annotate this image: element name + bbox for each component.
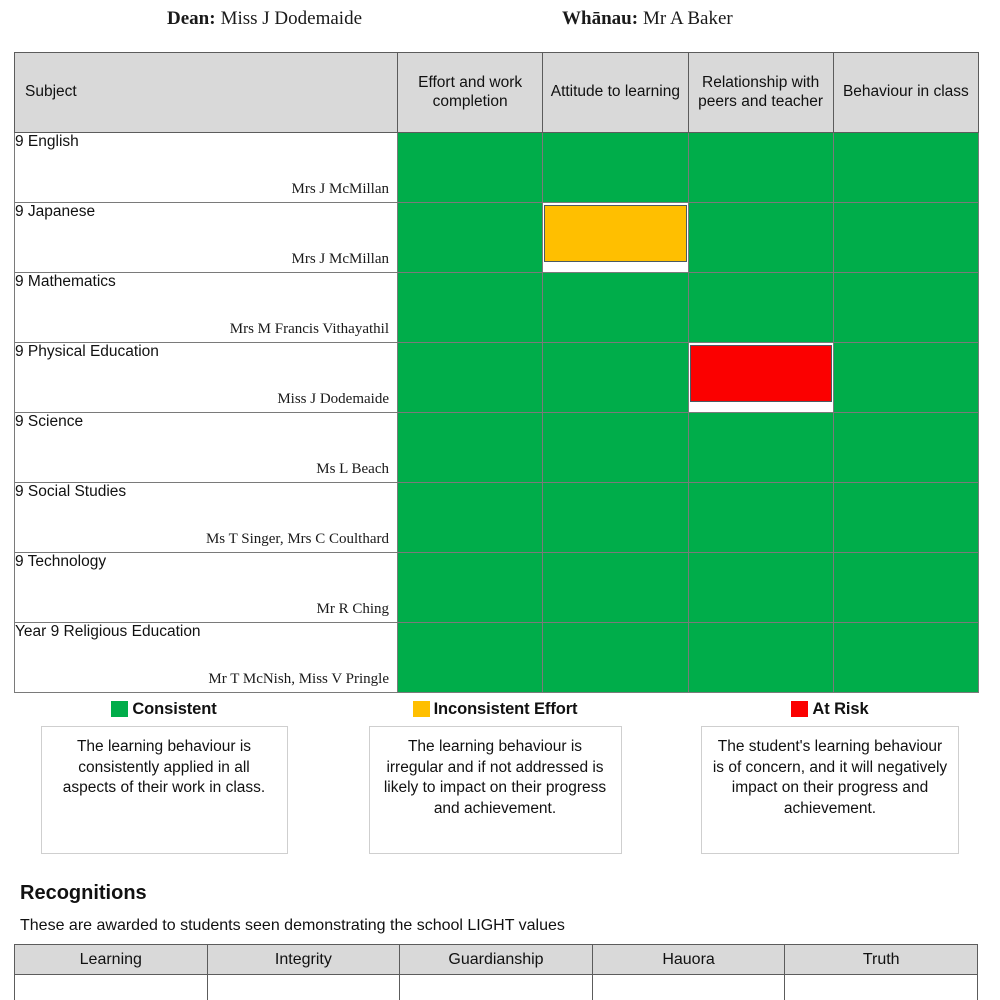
- rating-swatch-consistent: [834, 483, 978, 552]
- subject-name: 9 Social Studies: [15, 483, 127, 500]
- table-row: [15, 553, 979, 623]
- rating-swatch-consistent: [398, 623, 542, 692]
- legend-label-at-risk: At Risk: [812, 699, 869, 718]
- consistent-swatch-icon: [111, 701, 128, 717]
- subject-cell: [15, 343, 398, 413]
- rating-swatch-inconsistent: [544, 205, 686, 262]
- rating-swatch-consistent: [398, 483, 542, 552]
- rating-swatch-consistent: [398, 133, 542, 202]
- table-row: [15, 133, 979, 203]
- subject-name: 9 Science: [15, 413, 84, 430]
- recognitions-subtitle: These are awarded to students seen demonstrating the school LIGHT values: [20, 917, 565, 934]
- recognition-column-header: Integrity: [207, 945, 400, 975]
- subject-name: 9 Technology: [15, 553, 107, 570]
- rating-cell-effort: [398, 623, 543, 693]
- table-row: [15, 343, 979, 413]
- dean-value: Miss J Dodemaide: [220, 8, 362, 29]
- recognition-value-cell: [207, 975, 400, 1000]
- rating-swatch-consistent: [689, 553, 833, 622]
- subject-cell: [15, 203, 398, 273]
- report-meta-row: [0, 8, 1000, 36]
- rating-swatch-consistent: [543, 343, 687, 412]
- rating-swatch-consistent: [543, 553, 687, 622]
- rating-cell-attitude: [543, 343, 688, 413]
- legend: [0, 698, 1000, 873]
- legend-description-at-risk: The student's learning behaviour is of concern, and it will negatively impact on their progress and achievement.: [701, 726, 959, 854]
- column-header-relationship: Relationship with peers and teacher: [688, 53, 833, 133]
- behaviour-table: [14, 52, 979, 693]
- column-header-effort: Effort and work completion: [398, 53, 543, 133]
- column-header-behaviour: Behaviour in class: [833, 53, 978, 133]
- rating-swatch-consistent: [398, 203, 542, 272]
- rating-swatch-consistent: [834, 413, 978, 482]
- rating-cell-relationship: [688, 553, 833, 623]
- rating-swatch-consistent: [834, 133, 978, 202]
- rating-cell-behaviour: [833, 203, 978, 273]
- dean-label: Dean:: [167, 8, 216, 29]
- rating-swatch-consistent: [543, 623, 687, 692]
- recognitions-value-row: [15, 975, 978, 1000]
- table-row: [15, 483, 979, 553]
- recognition-value-cell: [400, 975, 593, 1000]
- rating-swatch-consistent: [543, 483, 687, 552]
- subject-name: Year 9 Religious Education: [15, 623, 201, 640]
- subject-cell: [15, 273, 398, 343]
- whanau-value: Mr A Baker: [643, 8, 733, 29]
- rating-swatch-consistent: [834, 203, 978, 272]
- rating-cell-relationship: [688, 273, 833, 343]
- rating-cell-behaviour: [833, 623, 978, 693]
- rating-cell-effort: [398, 133, 543, 203]
- subject-cell: [15, 133, 398, 203]
- subject-teacher: Mrs M Francis Vithayathil: [229, 321, 389, 337]
- rating-swatch-consistent: [689, 623, 833, 692]
- column-header-subject: Subject: [15, 53, 398, 133]
- rating-cell-behaviour: [833, 413, 978, 483]
- rating-cell-effort: [398, 483, 543, 553]
- recognition-column-header: Learning: [15, 945, 208, 975]
- rating-cell-effort: [398, 273, 543, 343]
- recognition-value-cell: [592, 975, 785, 1000]
- rating-cell-effort: [398, 203, 543, 273]
- legend-heading: [14, 698, 314, 720]
- rating-cell-behaviour: [833, 133, 978, 203]
- table-row: [15, 623, 979, 693]
- rating-swatch-consistent: [689, 203, 833, 272]
- subject-teacher: Mr T McNish, Miss V Pringle: [208, 671, 389, 687]
- recognition-column-header: Guardianship: [400, 945, 593, 975]
- legend-heading: [680, 698, 980, 720]
- legend-description-consistent: The learning behaviour is consistently applied in all aspects of their work in class.: [41, 726, 288, 854]
- rating-swatch-consistent: [398, 273, 542, 342]
- legend-description-inconsistent: The learning behaviour is irregular and if not addressed is likely to impact on their progress and achievement.: [369, 726, 622, 854]
- rating-cell-effort: [398, 413, 543, 483]
- rating-swatch-consistent: [543, 413, 687, 482]
- subject-name: 9 Japanese: [15, 203, 96, 220]
- rating-cell-behaviour: [833, 273, 978, 343]
- legend-heading: [345, 698, 645, 720]
- at-risk-swatch-icon: [791, 701, 808, 717]
- rating-cell-relationship: [688, 343, 833, 413]
- subject-name: 9 Mathematics: [15, 273, 116, 290]
- rating-cell-relationship: [688, 413, 833, 483]
- rating-cell-attitude: [543, 483, 688, 553]
- subject-teacher: Miss J Dodemaide: [277, 391, 389, 407]
- legend-label-inconsistent: Inconsistent Effort: [433, 699, 578, 718]
- rating-cell-behaviour: [833, 553, 978, 623]
- recognition-column-header: Truth: [785, 945, 978, 975]
- rating-swatch-consistent: [834, 343, 978, 412]
- behaviour-table-body: [15, 133, 979, 693]
- recognition-column-header: Hauora: [592, 945, 785, 975]
- recognitions-table: [14, 944, 978, 1000]
- rating-cell-effort: [398, 553, 543, 623]
- table-row: [15, 273, 979, 343]
- recognition-value-cell: [785, 975, 978, 1000]
- rating-cell-attitude: [543, 553, 688, 623]
- rating-cell-relationship: [688, 623, 833, 693]
- rating-swatch-consistent: [689, 273, 833, 342]
- rating-cell-behaviour: [833, 483, 978, 553]
- rating-swatch-consistent: [834, 623, 978, 692]
- rating-swatch-consistent: [834, 553, 978, 622]
- recognitions-title: Recognitions: [20, 882, 147, 904]
- rating-swatch-consistent: [689, 413, 833, 482]
- rating-cell-behaviour: [833, 343, 978, 413]
- rating-swatch-consistent: [543, 273, 687, 342]
- table-row: [15, 413, 979, 483]
- recognitions-header-row: [15, 945, 978, 975]
- rating-cell-attitude: [543, 273, 688, 343]
- subject-teacher: Ms T Singer, Mrs C Coulthard: [205, 531, 389, 547]
- rating-cell-relationship: [688, 483, 833, 553]
- table-row: [15, 203, 979, 273]
- rating-cell-attitude: [543, 133, 688, 203]
- rating-swatch-consistent: [689, 483, 833, 552]
- legend-column-at-risk: [680, 698, 980, 854]
- whanau-field: [562, 8, 733, 30]
- subject-cell: [15, 623, 398, 693]
- whanau-label: Whānau:: [562, 8, 639, 29]
- rating-swatch-consistent: [689, 133, 833, 202]
- column-header-attitude: Attitude to learning: [543, 53, 688, 133]
- rating-swatch-at-risk: [690, 345, 832, 402]
- rating-cell-effort: [398, 343, 543, 413]
- legend-label-consistent: Consistent: [132, 699, 217, 718]
- subject-teacher: Ms L Beach: [316, 461, 389, 477]
- rating-swatch-consistent: [398, 553, 542, 622]
- subject-cell: [15, 553, 398, 623]
- rating-cell-attitude: [543, 623, 688, 693]
- dean-field: [167, 8, 362, 30]
- legend-column-consistent: [14, 698, 314, 854]
- subject-teacher: Mrs J McMillan: [291, 181, 389, 197]
- rating-swatch-consistent: [398, 343, 542, 412]
- behaviour-table-header-row: [15, 53, 979, 133]
- rating-swatch-consistent: [834, 273, 978, 342]
- subject-name: 9 English: [15, 133, 79, 150]
- rating-swatch-consistent: [398, 413, 542, 482]
- recognition-value-cell: [15, 975, 208, 1000]
- subject-cell: [15, 413, 398, 483]
- rating-cell-attitude: [543, 203, 688, 273]
- subject-cell: [15, 483, 398, 553]
- inconsistent-swatch-icon: [413, 701, 430, 717]
- subject-name: 9 Physical Education: [15, 343, 159, 360]
- rating-swatch-consistent: [543, 133, 687, 202]
- subject-teacher: Mrs J McMillan: [291, 251, 389, 267]
- rating-cell-attitude: [543, 413, 688, 483]
- subject-teacher: Mr R Ching: [316, 601, 389, 617]
- rating-cell-relationship: [688, 133, 833, 203]
- legend-column-inconsistent: [345, 698, 645, 854]
- rating-cell-relationship: [688, 203, 833, 273]
